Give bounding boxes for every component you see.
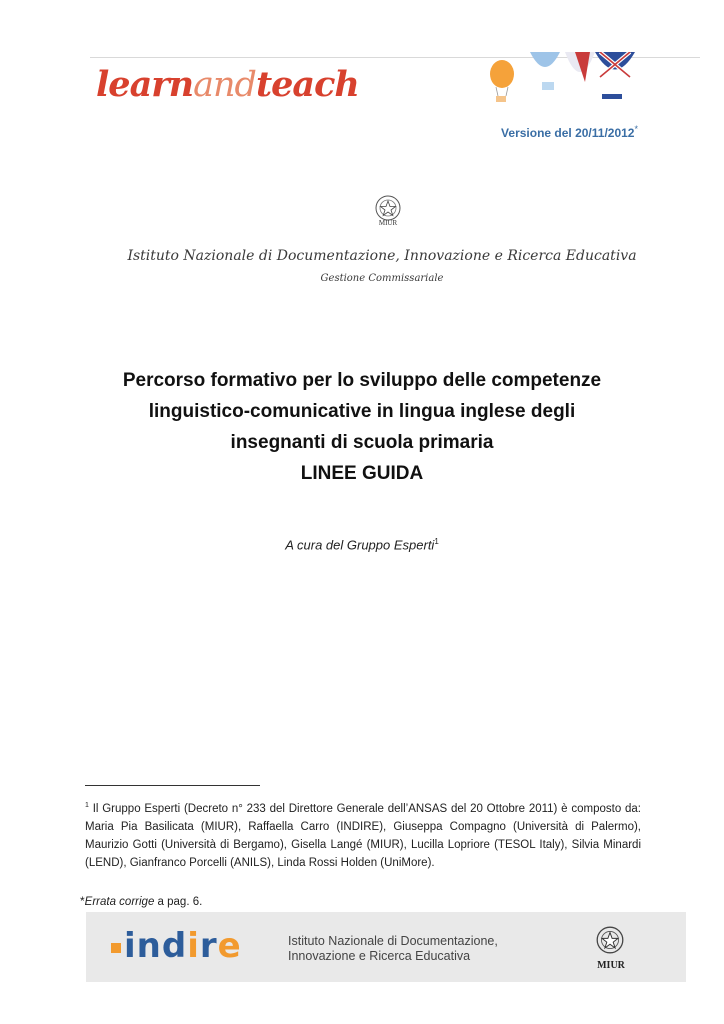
learnandteach-logo: learnandteach bbox=[96, 64, 359, 105]
miur-label: MIUR bbox=[597, 960, 625, 971]
curated-by: A cura del Gruppo Esperti$^1$ bbox=[285, 537, 439, 553]
title-line-2: linguistico-comunicative in lingua inglese degli bbox=[148, 401, 576, 422]
errata-note: *Errata corrige a pag. 6. bbox=[80, 894, 203, 908]
footnote-reference: 1 bbox=[434, 537, 439, 546]
footnote-rule bbox=[85, 785, 260, 786]
indire-footer-banner bbox=[86, 912, 686, 982]
document-title bbox=[60, 365, 664, 489]
emblem-label: MIUR bbox=[378, 219, 398, 227]
indire-name: Istituto Nazionale di Documentazione, Innovazione e Ricerca Educativa bbox=[288, 934, 498, 963]
footnote-text: Il Gruppo Esperti (Decreto n° 233 del Direttore Generale dell’ANSAS del 20 Ottobre 2011) è composto da: Maria Pia Basilicata (MIUR), Raffaella Carro (INDIRE), Giuseppa Compagno (Università di Palermo), Maurizio Gotti (Università di Bergamo), Gisella Langé (MIUR), Lucilla Lopriore (TESOL Italy), Silvia Minardi (LEND), Gianfranco Porcelli (ANILS), Linda Rossi Holden (UniMore). bbox=[85, 802, 641, 869]
indire-logo: indire bbox=[111, 922, 242, 970]
institution-name: Istituto Nazionale di Documentazione, Innovazione e Ricerca Educativa bbox=[127, 248, 637, 264]
title-line-3: insegnanti di scuola primaria bbox=[230, 432, 494, 453]
footnote bbox=[85, 797, 641, 872]
title-line-4: LINEE GUIDA bbox=[300, 463, 424, 484]
institution-subtitle: Gestione Commissariale bbox=[320, 273, 444, 284]
hot-air-balloons-illustration bbox=[480, 52, 640, 122]
miur-emblem-icon bbox=[594, 920, 626, 960]
indire-dot-icon bbox=[111, 943, 121, 953]
version-date: Versione del 20/11/2012* bbox=[501, 124, 638, 140]
title-line-1: Percorso formativo per lo sviluppo delle competenze bbox=[122, 370, 602, 391]
footnote-marker: 1 bbox=[85, 802, 89, 809]
